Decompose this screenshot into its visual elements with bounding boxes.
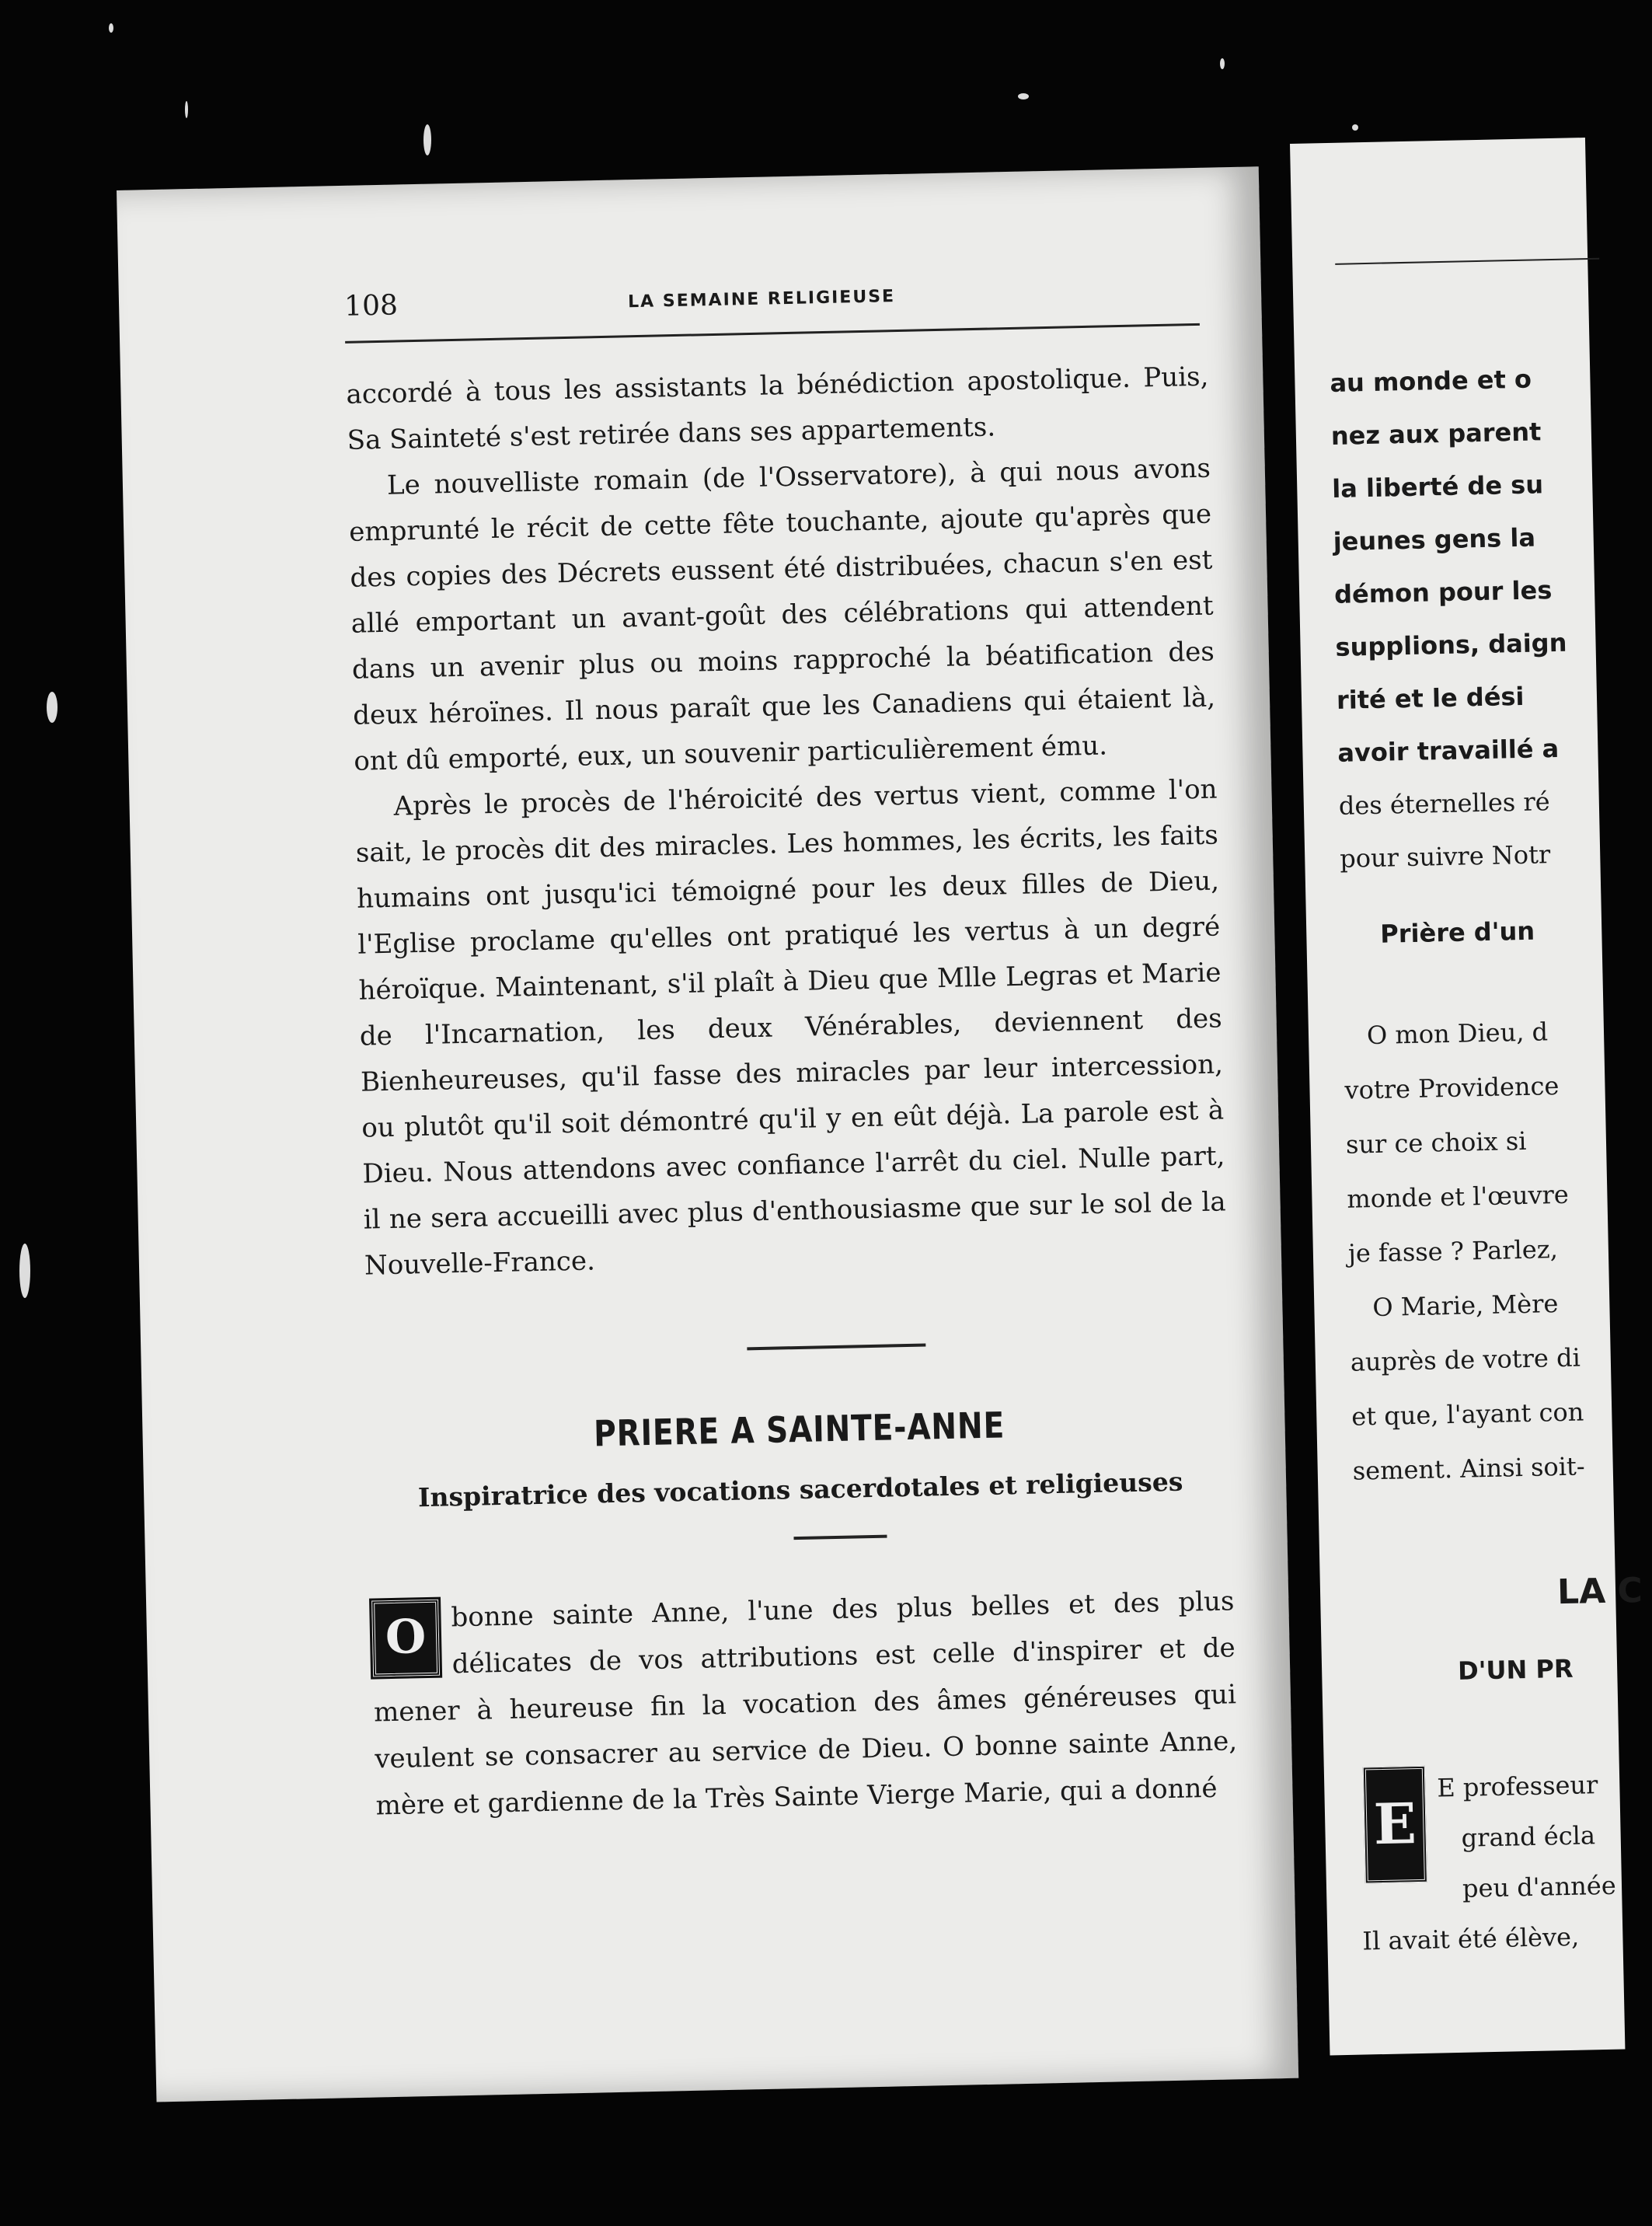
text-line: et que, l'ayant con xyxy=(1351,1397,1584,1432)
text-line: Il avait été élève, xyxy=(1362,1921,1580,1956)
page-number: 108 xyxy=(343,289,399,323)
text-line: des éternelles ré xyxy=(1338,787,1551,821)
text-line: démon pour les xyxy=(1333,575,1553,609)
film-speck xyxy=(109,23,113,33)
article-title: LA C xyxy=(1556,1570,1643,1613)
text-line: grand écla xyxy=(1461,1820,1596,1853)
section-heading: Prière d'un xyxy=(1379,916,1535,949)
text-line: la liberté de su xyxy=(1331,469,1544,504)
text-line: sement. Ainsi soit- xyxy=(1352,1451,1585,1486)
text-line: auprès de votre di xyxy=(1350,1342,1581,1377)
running-head: LA SEMAINE RELIGIEUSE xyxy=(627,287,896,312)
film-speck xyxy=(1018,93,1029,99)
left-page xyxy=(117,166,1298,2102)
paragraph: Après le procès de l'héroicité des vertus vient, comme l'on sait, le procès dit des miracles. Les hommes, les écrits, les faits humains ont jusqu'ici témoigné pour les deux filles de Dieu, l'Eglise proclame qu'elles ont pratiqué les vertus à un degré héroïque. Maintenant, s'il plaît à Dieu que Mlle Legras et Marie de l'Incarnation, les deux Vénérables, deviennent des Bienheureuses, qu'il fasse des miracles par leur intercession, ou plutôt qu'il soit démontré qu'il y en eût déjà. La parole est à Dieu. Nous attendons avec confiance l'arrêt du ciel. Nulle part, il ne sera accueilli avec plus d'enthousiasme que sur le sol de la Nouvelle-France. xyxy=(355,773,1226,1282)
text-line: votre Providence xyxy=(1344,1071,1560,1105)
text-line: E professeur xyxy=(1436,1770,1598,1803)
section-divider xyxy=(747,1344,925,1351)
text-line: jeunes gens la xyxy=(1333,522,1536,556)
text-line: rité et le dési xyxy=(1336,681,1525,715)
text-line: O Marie, Mère xyxy=(1371,1289,1559,1323)
article-subtitle: D'UN PR xyxy=(1457,1653,1574,1686)
film-speck xyxy=(185,101,188,118)
text-line: nez aux parent xyxy=(1330,417,1542,451)
text-line: monde et l'œuvre xyxy=(1347,1179,1570,1214)
film-speck xyxy=(1220,58,1225,69)
prayer-text xyxy=(371,1578,1239,1829)
text-line: au monde et o xyxy=(1330,364,1532,398)
film-speck xyxy=(423,124,431,155)
text-line: je fasse ? Parlez, xyxy=(1347,1234,1559,1268)
paragraph: accordé à tous les assistants la bénédiction apostolique. Puis, Sa Sainteté s'est retirée dans ses appartements. xyxy=(346,361,1209,456)
text-line: supplions, daign xyxy=(1335,627,1567,662)
paragraph: Le nouvelliste romain (de l'Osservatore), à qui nous avons emprunté le récit de cette fête touchante, ajoute qu'après que des copies des Décrets eussent été distribuées, chacun s'en est allé emportant un avant-goût des célébrations qui attendent dans un avenir plus ou moins rapproché la béatification des deux héroïnes. Il nous paraît que les Canadiens qui étaient là, ont dû emporté, eux, un souvenir particulièrement ému. xyxy=(348,452,1216,777)
ornamental-dropcap: O xyxy=(371,1600,440,1677)
film-speck xyxy=(47,692,58,723)
prayer-title: PRIERE A SAINTE-ANNE xyxy=(593,1404,1005,1455)
article-body xyxy=(346,354,1227,1289)
ornamental-dropcap: E xyxy=(1363,1766,1427,1884)
film-speck xyxy=(1352,124,1358,131)
prayer-subtitle: Inspiratrice des vocations sacerdotales et religieuses xyxy=(417,1466,1183,1513)
header-rule xyxy=(1335,258,1599,265)
text-line: sur ce choix si xyxy=(1345,1125,1527,1160)
right-page xyxy=(1290,138,1643,2055)
text-line: O mon Dieu, d xyxy=(1366,1017,1549,1051)
prayer-paragraph: bonne sainte Anne, l'une des plus belles et des plus délicates de vos attributions est celle d'inspirer et de mener à heureuse fin la vocation des âmes généreuses qui veulent se consacrer au service de Dieu. O bonne sainte Anne, mère et gardienne de la Très Sainte Vierge Marie, qui a donné xyxy=(373,1586,1238,1822)
subtitle-divider xyxy=(793,1535,887,1540)
right-page-text xyxy=(1325,138,1643,1956)
text-line: avoir travaillé a xyxy=(1337,733,1560,768)
film-speck xyxy=(19,1244,30,1298)
text-line: pour suivre Notr xyxy=(1339,839,1551,874)
text-line: peu d'année xyxy=(1462,1870,1617,1903)
